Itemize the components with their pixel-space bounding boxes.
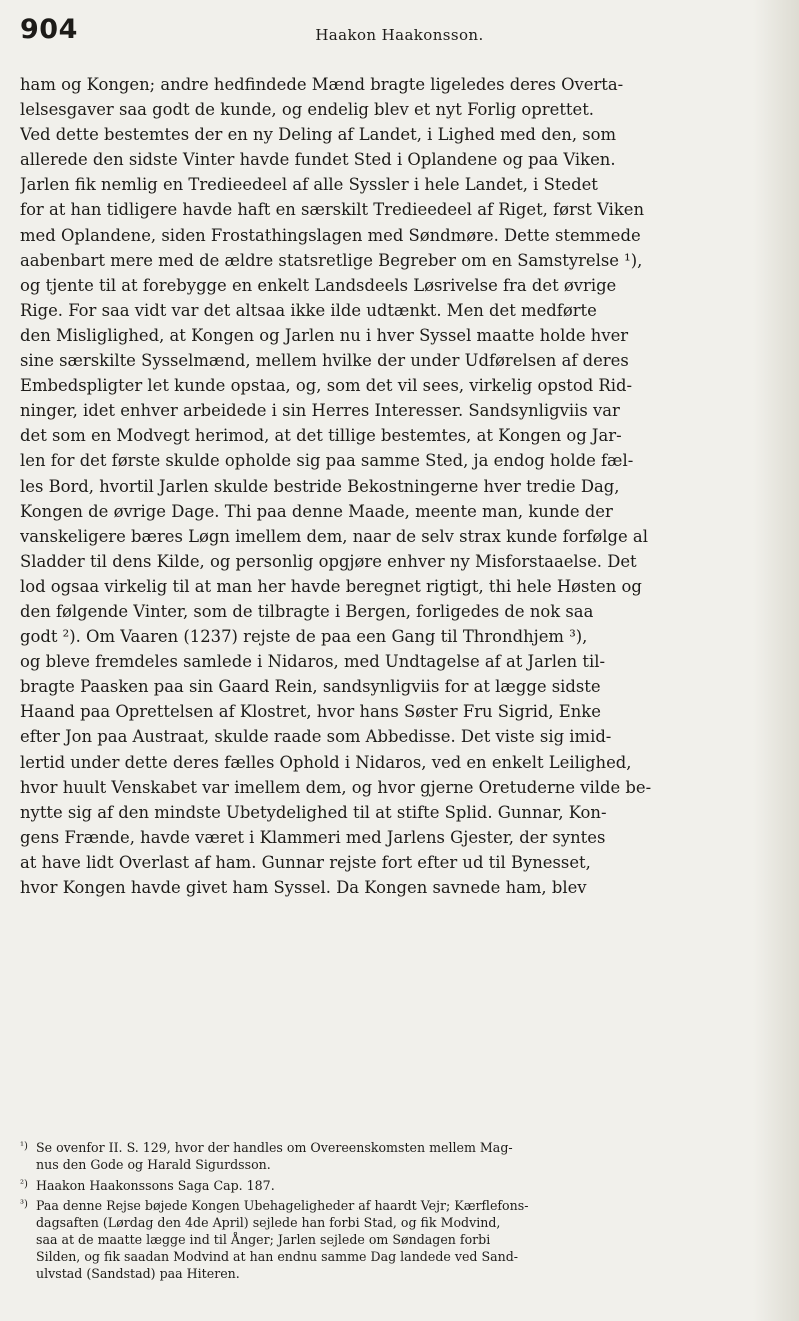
- footnote-divider: [20, 1130, 760, 1131]
- text-line: den følgende Vinter, som de tilbragte i Bergen, forligedes de nok saa: [20, 601, 594, 621]
- text-line: gens Frænde, havde været i Klammeri med Jarlens Gjester, der syntes: [20, 827, 606, 847]
- text-line: ninger, idet enhver arbeidede i sin Herres Interesser. Sandsynligviis var: [20, 401, 620, 421]
- footnote-line: Se ovenfor II. S. 129, hvor der handles om Overeenskomsten mellem Mag-: [36, 1140, 513, 1155]
- footnote-text: [36, 1178, 760, 1195]
- text-line: Ved dette bestemtes der en ny Deling af Landet, i Lighed med den, som: [20, 125, 617, 145]
- footnote-line: nus den Gode og Harald Sigurdsson.: [36, 1156, 271, 1172]
- text-line: nytte sig af den mindste Ubetydelighed til at stifte Splid. Gunnar, Kon-: [20, 802, 607, 822]
- text-line: Sladder til dens Kilde, og personlig opgjøre enhver ny Misforstaaelse. Det: [20, 551, 637, 571]
- text-line: Rige. For saa vidt var det altsaa ikke ilde udtænkt. Men det medførte: [20, 300, 597, 320]
- text-line: les Bord, hvortil Jarlen skulde bestride Bekostningerne hver tredie Dag,: [20, 476, 620, 496]
- text-line: den Misliglighed, at Kongen og Jarlen nu i hver Syssel maatte holde hver: [20, 325, 629, 345]
- text-line: med Oplandene, siden Frostathingslagen med Søndmøre. Dette stemmede: [20, 225, 641, 245]
- footnote-text: [36, 1140, 760, 1174]
- body-text: [20, 72, 766, 900]
- footnotes: [20, 1140, 760, 1286]
- footnote-line: Haakon Haakonssons Saga Cap. 187.: [36, 1177, 275, 1193]
- text-line: aabenbart mere med de ældre statsretlige Begreber om en Samstyrelse ¹),: [20, 250, 643, 270]
- footnote: [20, 1140, 760, 1174]
- running-head: Haakon Haakonsson.: [315, 26, 484, 44]
- footnote-text: [36, 1198, 760, 1282]
- footnote-mark: ¹): [20, 1141, 28, 1152]
- page-number: 904: [20, 14, 78, 45]
- text-line: bragte Paasken paa sin Gaard Rein, sandsynligviis for at lægge sidste: [20, 677, 601, 697]
- text-line: lod ogsaa virkelig til at man her havde beregnet rigtigt, thi hele Høsten og: [20, 576, 642, 596]
- text-line: allerede den sidste Vinter havde fundet Sted i Oplandene og paa Viken.: [20, 150, 616, 170]
- text-line: hvor huult Venskabet var imellem dem, og hvor gjerne Oretuderne vilde be-: [20, 777, 652, 797]
- footnote: [20, 1178, 760, 1195]
- text-line: hvor Kongen havde givet ham Syssel. Da Kongen savnede ham, blev: [20, 878, 587, 897]
- text-line: godt ²). Om Vaaren (1237) rejste de paa een Gang til Throndhjem ³),: [20, 627, 588, 647]
- footnote-mark: ³): [20, 1199, 28, 1211]
- text-line: det som en Modvegt herimod, at det tillige bestemtes, at Kongen og Jar-: [20, 426, 622, 446]
- text-line: for at han tidligere havde haft en særskilt Tredieedeel af Riget, først Viken: [20, 200, 645, 220]
- footnote-line: dagsaften (Lørdag den 4de April) sejlede han forbi Stad, og fik Modvind,: [36, 1215, 501, 1231]
- text-line: Kongen de øvrige Dage. Thi paa denne Maade, meente man, kunde der: [20, 501, 613, 521]
- text-line: Jarlen fik nemlig en Tredieedeel af alle Syssler i hele Landet, i Stedet: [20, 175, 598, 195]
- text-line: at have lidt Overlast af ham. Gunnar rejste fort efter ud til Bynesset,: [20, 852, 591, 872]
- text-line: Embedspligter let kunde opstaa, og, som det vil sees, virkelig opstod Rid-: [20, 376, 633, 396]
- footnote-mark: ²): [20, 1178, 28, 1190]
- footnote-line: Silden, og fik saadan Modvind at han endnu samme Dag landede ved Sand-: [36, 1248, 519, 1264]
- text-line: lelsesgaver saa godt de kunde, og endelig blev et nyt Forlig oprettet.: [20, 100, 594, 120]
- text-line: Haand paa Oprettelsen af Klostret, hvor hans Søster Fru Sigrid, Enke: [20, 702, 601, 722]
- text-line: og tjente til at forebygge en enkelt Landsdeels Løsrivelse fra det øvrige: [20, 275, 617, 295]
- text-line: len for det første skulde opholde sig paa samme Sted, ja endog holde fæl-: [20, 451, 634, 471]
- text-line: efter Jon paa Austraat, skulde raade som Abbedisse. Det viste sig imid-: [20, 727, 612, 747]
- text-line: ham og Kongen; andre hedfindede Mænd bragte ligeledes deres Overta-: [20, 75, 624, 94]
- footnote-line: saa at de maatte lægge ind til Ånger; Jarlen sejlede om Søndagen forbi: [36, 1231, 491, 1247]
- text-line: sine særskilte Sysselmænd, mellem hvilke der under Udførelsen af deres: [20, 351, 629, 371]
- text-line: lertid under dette deres fælles Ophold i Nidaros, ved en enkelt Leilighed,: [20, 752, 632, 772]
- text-line: vanskeligere bæres Løgn imellem dem, naar de selv strax kunde forfølge al: [20, 526, 648, 546]
- footnote-line: Paa denne Rejse bøjede Kongen Ubehageligheder af haardt Vejr; Kærflefons-: [36, 1198, 529, 1214]
- text-line: og blevе fremdeles samlede i Nidaros, med Undtagelse af at Jarlen til-: [20, 652, 606, 672]
- footnote: [20, 1198, 760, 1282]
- footnote-line: ulvstad (Sandstad) paa Hiteren.: [36, 1265, 240, 1281]
